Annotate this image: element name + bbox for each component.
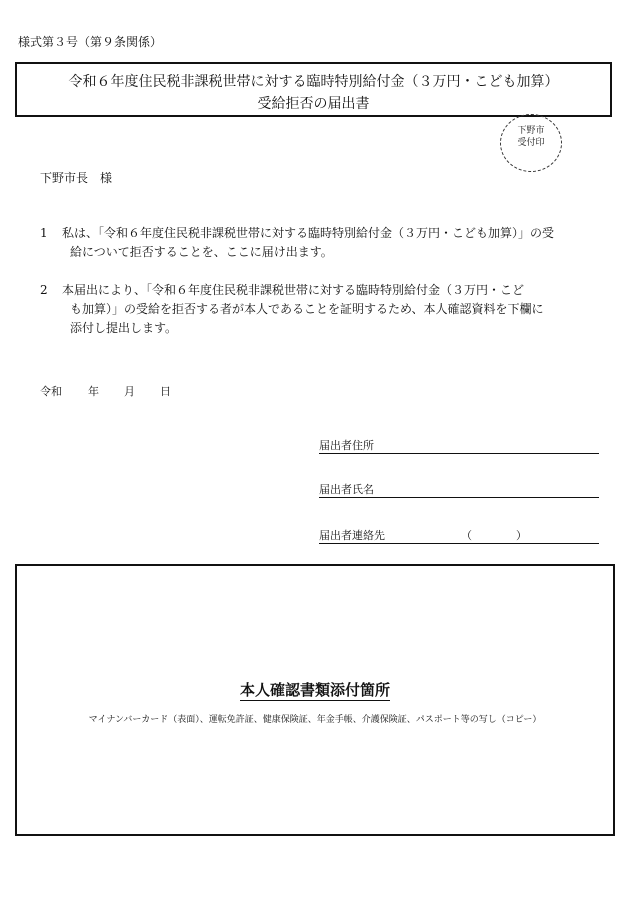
- date-line: [40, 383, 171, 399]
- paragraph-1: [40, 224, 615, 262]
- stamp-line-2: 受付印: [517, 138, 545, 148]
- date-month: 月: [124, 385, 135, 398]
- title-box: [15, 62, 612, 117]
- paragraph-number: 1: [40, 226, 48, 240]
- paragraph-2: [40, 281, 615, 338]
- title-line-1: 令和６年度住民税非課税世帯に対する臨時特別給付金（３万円・こども加算）: [68, 74, 559, 90]
- name-label: 届出者氏名: [319, 483, 374, 496]
- paragraph-line: 本届出により、「令和６年度住民税非課税世帯に対する臨時特別給付金（３万円・こど: [62, 283, 525, 297]
- name-field[interactable]: [319, 481, 599, 498]
- address-field[interactable]: [319, 437, 599, 454]
- paragraph-number: 2: [40, 283, 48, 297]
- id-document-attachment-box: [15, 564, 615, 836]
- id-box-title: [17, 679, 613, 700]
- date-day: 日: [160, 385, 171, 398]
- paragraph-line: 私は、「令和６年度住民税非課税世帯に対する臨時特別給付金（３万円・こども加算）」の受: [62, 226, 555, 240]
- phone-label: 届出者連絡先: [319, 529, 385, 542]
- phone-area-code-paren: （ ）: [461, 529, 527, 542]
- form-number: 様式第３号（第９条関係）: [18, 35, 163, 49]
- id-box-title-text: 本人確認書類添付箇所: [239, 681, 390, 699]
- stamp-line-1: 下野市: [517, 126, 545, 136]
- date-era: 令和: [40, 385, 62, 398]
- paragraph-line: も加算）」の受給を拒否する者が本人であることを証明するため、本人確認資料を下欄に: [70, 302, 544, 316]
- paragraph-line: 給について拒否することを、ここに届け出ます。: [70, 245, 333, 259]
- phone-field[interactable]: [319, 527, 599, 544]
- reception-stamp-area: [500, 114, 562, 172]
- addressee: 下野市長 様: [40, 171, 113, 185]
- id-box-note: マイナンバーカード（表面）、運転免許証、健康保険証、年金手帳、介護保険証、パスポート等の写し（コピー）: [88, 715, 542, 725]
- title-line-2: 受給拒否の届出書: [257, 96, 370, 112]
- address-label: 届出者住所: [319, 439, 374, 452]
- paragraph-line: 添付し提出します。: [70, 321, 178, 335]
- date-year: 年: [88, 385, 99, 398]
